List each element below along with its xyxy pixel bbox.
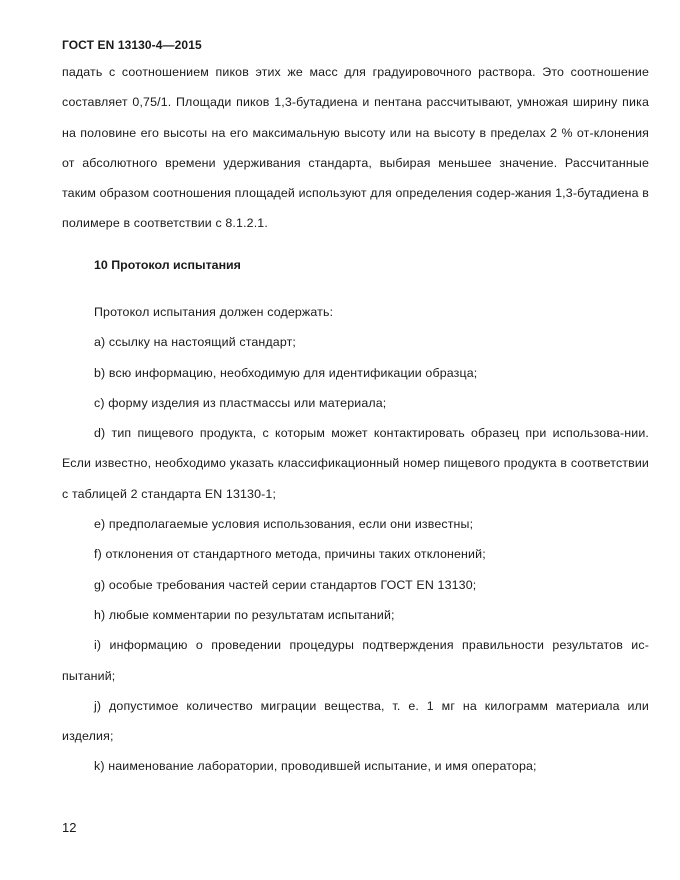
page-number: 12 [62,820,77,835]
list-item: k) наименование лаборатории, проводившей испытание, и имя оператора; [94,759,537,774]
list-item: a) ссылку на настоящий стандарт; [94,335,297,350]
list-item: e) предполагаемые условия использования, если они известны; [94,517,474,532]
section-title: 10 Протокол испытания [94,258,241,272]
intro-paragraph: падать с соотношением пиков этих же масс для градуировочного раствора. Это соотношение составляет 0,75/1. Площади пиков 1,3-бутадиена и пентана рассчитывают, умножая ширину пика на половине его высоты на его максимальную высоту или на высоту в пределах 2 % от-клонения от абсолютного времени удерживания стандарта, выбирая меньшее значение. Рассчитанные таким образом соотношения площадей используют для определения содер-жания 1,3-бутадиена в полимере в соответствии с 8.1.2.1. [62,65,649,231]
list-item: c) форму изделия из пластмассы или материала; [94,395,387,410]
list-item: j) допустимое количество миграции вещества, т. е. 1 мг на килограмм материала или изделия; [62,698,649,744]
list-item: g) особые требования частей серии стандартов ГОСТ EN 13130; [94,577,477,592]
list-item: f) отклонения от стандартного метода, причины таких отклонений; [94,547,486,562]
intro-block [62,57,649,239]
list-item: h) любые комментарии по результатам испытаний; [94,607,395,622]
list-intro: Протокол испытания должен содержать: [94,305,334,319]
list-item: i) информацию о проведении процедуры подтверждения правильности результатов ис-пытаний; [62,638,649,683]
requirements-list [62,297,649,782]
list-item: d) тип пищевого продукта, с которым может контактировать образец при использова-нии. Если известно, необходимо указать классификационный номер пищевого продукта в соответствии с таблицей 2 стандарта EN 13130-1; [62,426,649,501]
standard-header: ГОСТ EN 13130-4—2015 [62,38,202,52]
list-item: b) всю информацию, необходимую для идентификации образца; [94,365,478,380]
